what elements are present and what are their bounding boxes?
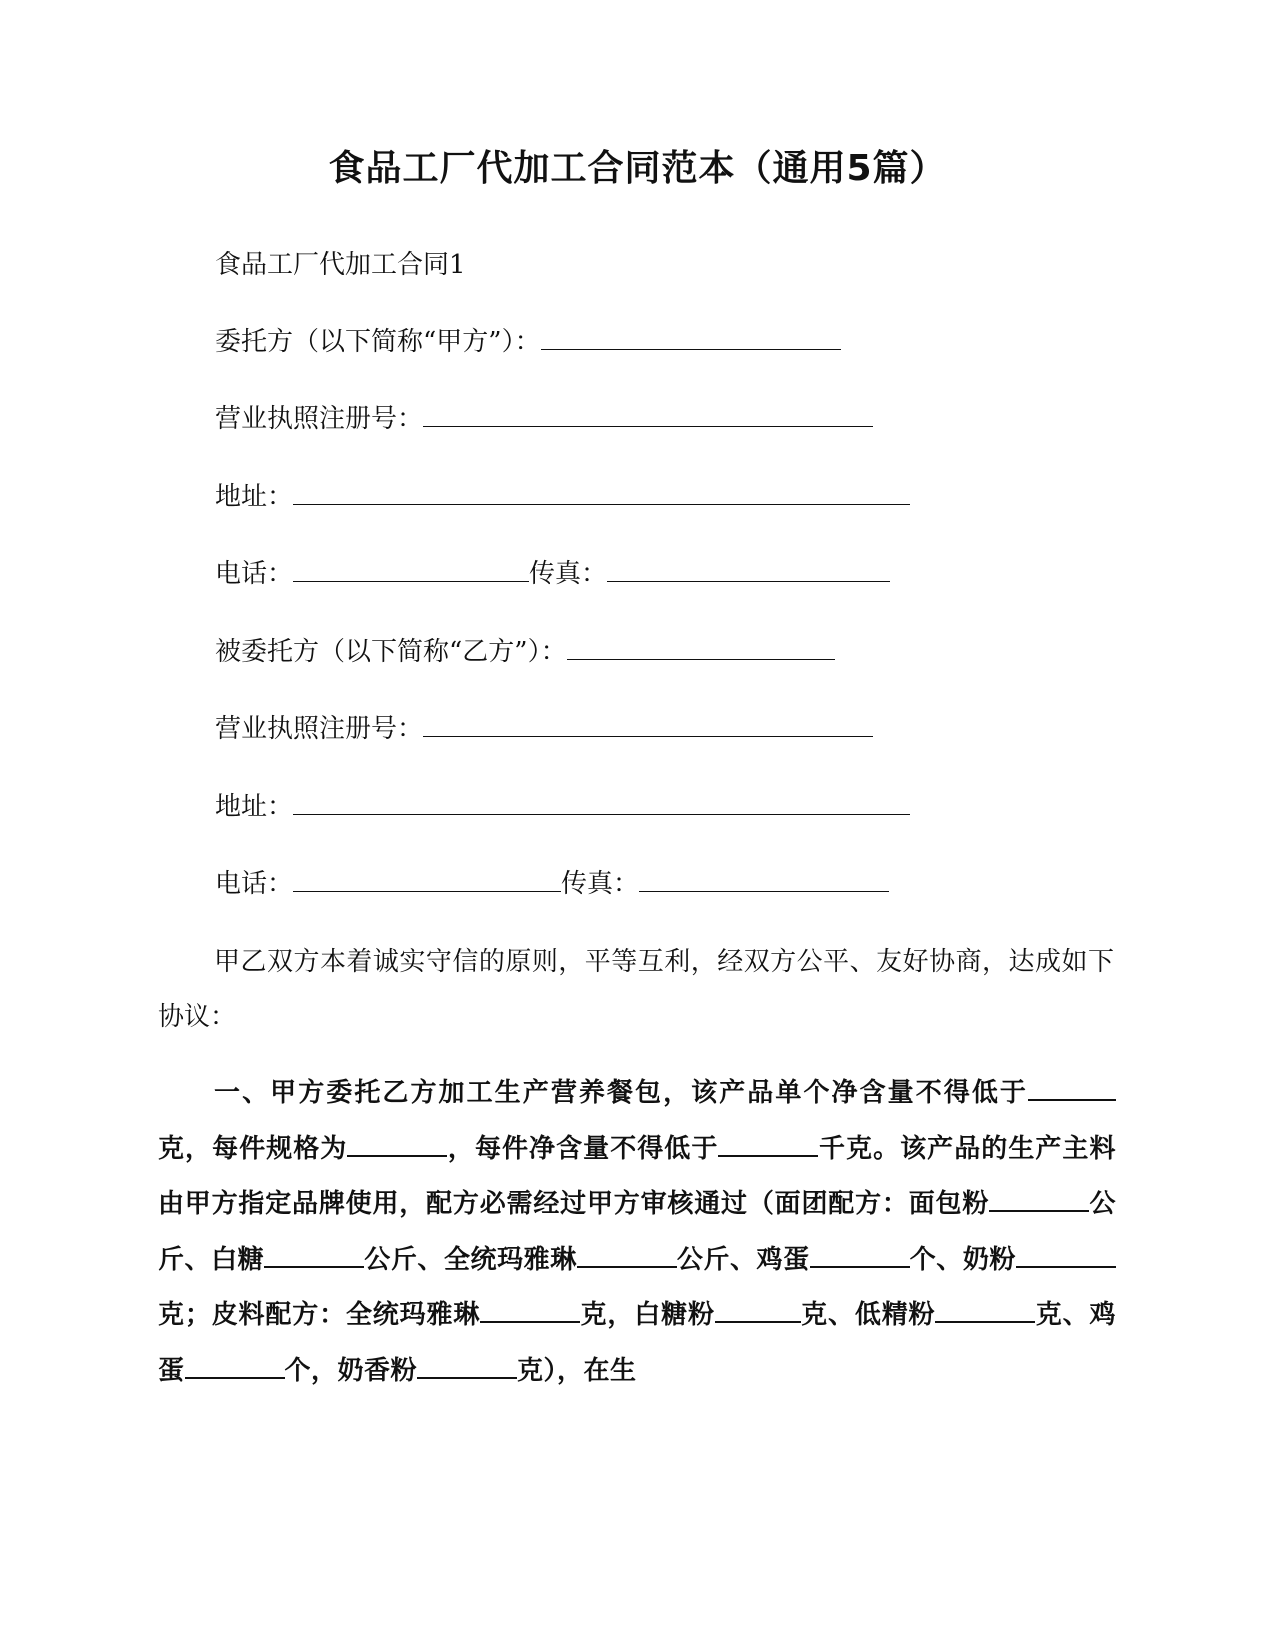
- fax-a-blank: [607, 557, 890, 582]
- clause-1-text: ，每件净含量不得低于: [447, 1133, 719, 1164]
- clause-1-text: 一、甲方委托乙方加工生产营养餐包，该产品单个净含量不得低于: [214, 1078, 1028, 1108]
- party-a-line: [215, 325, 841, 359]
- license-a-blank: [423, 402, 873, 427]
- party-b-line: [215, 635, 835, 669]
- clause-1-text: 克、鸡蛋: [158, 1300, 1116, 1386]
- clause-1-text: 公斤、鸡蛋: [676, 1244, 810, 1275]
- blank-milk-powder: [1016, 1240, 1116, 1268]
- phone-b-line: [215, 867, 889, 901]
- clause-1-text: 克；皮料配方：全统玛雅琳: [158, 1300, 481, 1330]
- address-a-line: [215, 480, 910, 514]
- phone-a-label: 电话：: [215, 559, 294, 589]
- blank-crust-margarine: [480, 1295, 580, 1323]
- blank-bread-flour: [989, 1184, 1089, 1212]
- contract-heading: 食品工厂代加工合同1: [215, 250, 466, 280]
- clause-1-text: 千克。该产品的生产主料由甲方指定品牌使用，配方必需经过甲方审核通过（面团配方：面包粉: [158, 1133, 1116, 1219]
- clause-1-text: 公斤、白糖: [158, 1189, 1116, 1275]
- party-a-blank: [541, 325, 841, 350]
- document-title: 食品工厂代加工合同范本（通用5篇）: [328, 148, 947, 189]
- clause-1-text: 克，每件规格为: [158, 1133, 348, 1164]
- clause-1-text: 个，奶香粉: [284, 1355, 418, 1386]
- blank-eggs: [810, 1240, 910, 1268]
- license-a-label: 营业执照注册号：: [215, 404, 424, 434]
- blank-net-weight: [718, 1129, 818, 1157]
- clause-1-text: 个、奶粉: [909, 1244, 1016, 1275]
- address-b-blank: [293, 790, 910, 815]
- blank-crust-eggs: [185, 1351, 285, 1379]
- blank-unit-weight: [1028, 1073, 1116, 1101]
- party-b-blank: [567, 635, 835, 660]
- address-b-line: [215, 790, 910, 824]
- clause-1-text: 克、低精粉: [800, 1300, 936, 1330]
- address-b-label: 地址：: [215, 792, 294, 822]
- clause-1-text: 克，白糖粉: [580, 1300, 715, 1330]
- license-b-blank: [423, 712, 873, 737]
- clause-1-text: 公斤、全统玛雅琳: [364, 1244, 577, 1275]
- license-a-line: [215, 402, 873, 436]
- phone-b-blank: [293, 867, 561, 892]
- address-a-label: 地址：: [215, 482, 294, 512]
- party-b-label: 被委托方（以下简称“乙方”）：: [215, 637, 567, 667]
- blank-sugar: [264, 1240, 364, 1268]
- phone-a-blank: [293, 557, 529, 582]
- phone-a-line: [215, 557, 890, 591]
- party-a-label: 委托方（以下简称“甲方”）：: [215, 327, 541, 357]
- fax-b-label: 传真：: [561, 869, 640, 899]
- intro-paragraph: 甲乙双方本着诚实守信的原则，平等互利，经双方公平、友好协商，达成如下协议：: [158, 947, 1114, 1032]
- blank-icing-sugar: [715, 1295, 801, 1323]
- blank-spec: [347, 1129, 447, 1157]
- license-b-line: [215, 712, 873, 746]
- blank-milk-flavor: [417, 1351, 517, 1379]
- fax-b-blank: [639, 867, 889, 892]
- license-b-label: 营业执照注册号：: [215, 714, 424, 744]
- phone-b-label: 电话：: [215, 869, 294, 899]
- address-a-blank: [293, 480, 910, 505]
- fax-a-label: 传真：: [529, 559, 608, 589]
- clause-1-paragraph: [158, 1066, 1116, 1399]
- clause-1-text: 克），在生: [517, 1355, 637, 1386]
- blank-low-flour: [935, 1295, 1035, 1323]
- blank-margarine: [577, 1240, 677, 1268]
